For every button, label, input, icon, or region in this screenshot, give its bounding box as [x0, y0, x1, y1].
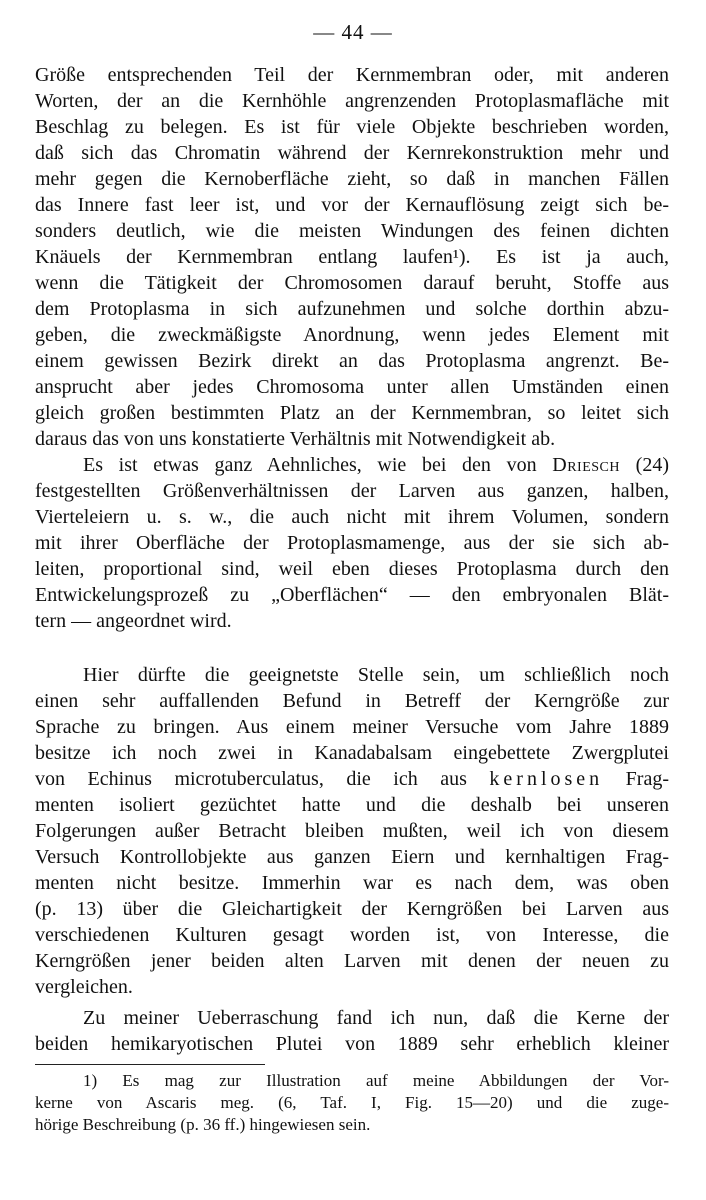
text-line: mehr gegen die Kernoberfläche zieht, so daß in manchen Fällen — [35, 168, 669, 190]
text-line: (p. 13) über die Gleichartigkeit der Kerngrößen bei Larven aus — [35, 898, 669, 920]
text-line: einen sehr auffallenden Befund in Betreff der Kerngröße zur — [35, 690, 669, 712]
text-line: besitze ich noch zwei in Kanadabalsam eingebettete Zwergplutei — [35, 742, 669, 764]
text-line: das Innere fast leer ist, und vor der Kernauflösung zeigt sich be- — [35, 194, 669, 216]
text-line: Hier dürfte die geeignetste Stelle sein, um schließlich noch — [83, 664, 669, 686]
author-name: Driesch — [552, 454, 620, 476]
text-run: von Echinus microtuberculatus, die ich aus — [35, 768, 490, 790]
text-line: gleich großen bestimmten Platz an der Kernmembran, so leitet sich — [35, 402, 669, 424]
text-line: ansprucht aber jedes Chromosoma unter allen Umständen einen — [35, 376, 669, 398]
text-line: einem gewissen Bezirk direkt an das Protoplasma angrenzt. Be- — [35, 350, 669, 372]
text-line: menten isoliert gezüchtet hatte und die deshalb bei unseren — [35, 794, 669, 816]
text-line: Versuch Kontrollobjekte aus ganzen Eiern und kernhaltigen Frag- — [35, 846, 669, 868]
text-line: leiten, proportional sind, weil eben dieses Protoplasma durch den — [35, 558, 669, 580]
text-line: verschiedenen Kulturen gesagt worden ist, von Interesse, die — [35, 924, 669, 946]
text-line: Größe entsprechenden Teil der Kernmembran oder, mit anderen — [35, 64, 669, 86]
text-line — [35, 452, 669, 478]
text-run: Es ist etwas ganz Aehnliches, wie bei den von — [83, 454, 553, 476]
page-number: — 44 — — [313, 20, 393, 44]
text-line: festgestellten Größenverhältnissen der Larven aus ganzen, halben, — [35, 480, 669, 502]
text-line: geben, die zweckmäßigste Anordnung, wenn jedes Element mit — [35, 324, 669, 346]
text-line: Folgerungen außer Betracht bleiben mußten, weil ich von diesem — [35, 820, 669, 842]
paragraph-3 — [35, 662, 669, 1000]
paragraph-4 — [35, 1005, 669, 1057]
citation-ref: (24) — [620, 454, 669, 476]
paragraph-2 — [35, 452, 669, 634]
footnote — [35, 1070, 669, 1136]
paragraph-1 — [35, 62, 669, 452]
text-line: menten nicht besitze. Immerhin war es nach dem, was oben — [35, 872, 669, 894]
text-line: Zu meiner Ueberraschung fand ich nun, daß die Kerne der — [83, 1007, 669, 1029]
footnote-divider — [35, 1064, 265, 1065]
text-line: Kerngrößen jener beiden alten Larven mit denen der neuen zu — [35, 950, 669, 972]
text-line: daraus das von uns konstatierte Verhältnis mit Notwendigkeit ab. — [35, 428, 556, 450]
text-line: Sprache zu bringen. Aus einem meiner Versuche vom Jahre 1889 — [35, 716, 669, 738]
text-line: Entwickelungsprozeß zu „Oberflächen“ — den embryonalen Blät- — [35, 584, 669, 606]
text-line — [35, 766, 669, 792]
footnote-line: 1) Es mag zur Illustration auf meine Abbildungen der Vor- — [83, 1071, 669, 1090]
text-line: daß sich das Chromatin während der Kernrekonstruktion mehr und — [35, 142, 669, 164]
text-line: wenn die Tätigkeit der Chromosomen darauf beruht, Stoffe aus — [35, 272, 669, 294]
text-line: sonders deutlich, wie die meisten Windungen des feinen dichten — [35, 220, 669, 242]
text-line: vergleichen. — [35, 976, 133, 998]
text-line: beiden hemikaryotischen Plutei von 1889 sehr erheblich kleiner — [35, 1033, 669, 1055]
text-run: Frag- — [603, 768, 669, 790]
text-line: Knäuels der Kernmembran entlang laufen¹). Es ist ja auch, — [35, 246, 669, 268]
emphasized-word: kernlosen — [489, 768, 604, 790]
footnote-line: hörige Beschreibung (p. 36 ff.) hingewiesen sein. — [35, 1115, 371, 1134]
text-line: Vierteleiern u. s. w., die auch nicht mit ihrem Volumen, sondern — [35, 506, 669, 528]
text-line: mit ihrer Oberfläche der Protoplasmamenge, aus der sie sich ab- — [35, 532, 669, 554]
text-line: Beschlag zu belegen. Es ist für viele Objekte beschrieben worden, — [35, 116, 669, 138]
text-line: Worten, der an die Kernhöhle angrenzenden Protoplasmafläche mit — [35, 90, 669, 112]
text-line: dem Protoplasma in sich aufzunehmen und solche dorthin abzu- — [35, 298, 669, 320]
footnote-line: kerne von Ascaris meg. (6, Taf. I, Fig. 15—20) und die zuge- — [35, 1093, 669, 1112]
text-line: tern — angeordnet wird. — [35, 610, 232, 632]
